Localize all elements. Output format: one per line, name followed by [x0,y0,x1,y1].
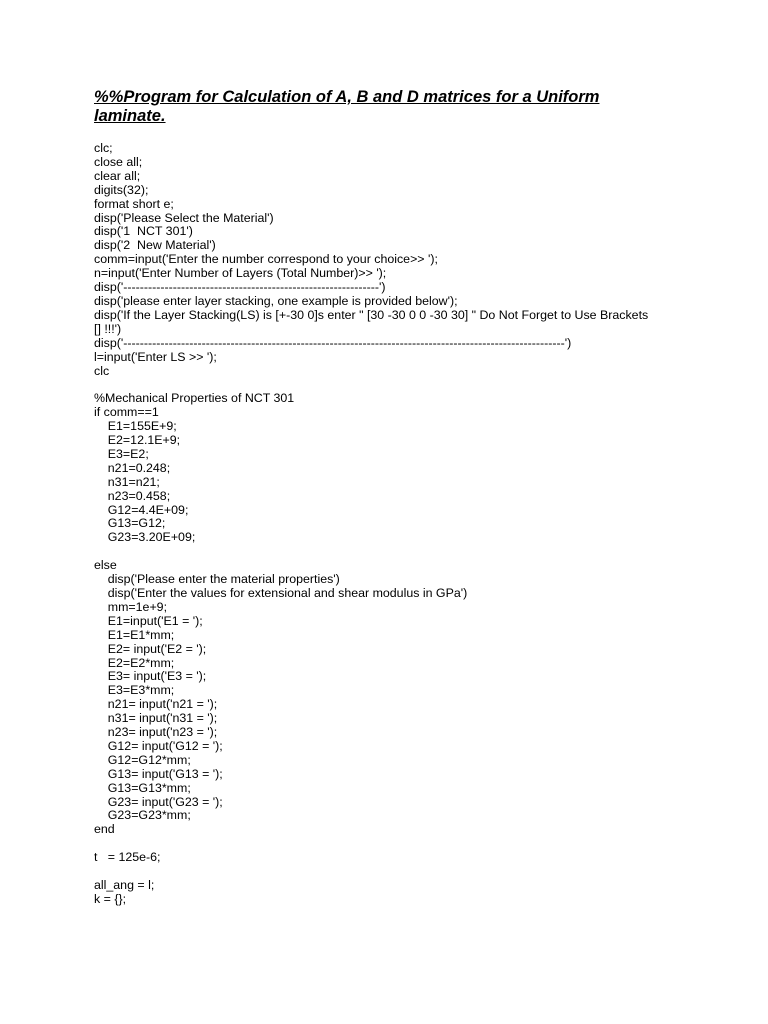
code-line: all_ang = l; [94,877,155,892]
code-line: clc; [94,141,113,155]
code-line: k = {}; [94,891,127,906]
code-line: E1=input('E1 = '); [94,613,203,628]
code-line: E1=155E+9; [94,419,177,434]
code-line: n21=0.248; [94,460,171,475]
code-line: else [94,558,117,573]
code-line: disp('1 NCT 301') [94,224,193,239]
code-line: digits(32); [94,182,149,197]
code-line: E3= input('E3 = '); [94,669,207,684]
code-line: G23=G23*mm; [94,808,191,823]
code-line: close all; [94,154,143,169]
code-line: disp('--------------------------------------------------------------') [94,280,386,295]
code-line: disp('-----------------------------------------------------------------------------------------------------------') [94,335,572,350]
code-line: n23= input('n23 = '); [94,725,218,740]
code-line [94,865,684,879]
title-line-2: laminate. [94,107,166,125]
code-line [94,837,684,851]
code-line: G13= input('G13 = '); [94,766,223,781]
code-line: disp('please enter layer stacking, one example is provided below'); [94,293,458,308]
code-listing [94,142,684,907]
code-line: disp('2 New Material') [94,238,216,253]
code-line: clc [94,363,110,378]
code-line: E3=E2; [94,446,149,461]
code-line: E1=E1*mm; [94,627,175,642]
code-line: clear all; [94,168,141,183]
code-line: disp('Please enter the material properties') [94,572,340,587]
code-line: n31= input('n31 = '); [94,711,218,726]
document-title [94,88,694,126]
code-line: G13=G12; [94,516,166,531]
code-line: G12=G12*mm; [94,752,191,767]
code-line: if comm==1 [94,405,159,420]
code-line: [] !!!') [94,321,122,336]
code-line: format short e; [94,196,174,211]
code-line: disp('If the Layer Stacking(LS) is [+-30 0]s enter " [30 -30 0 0 -30 30] " Do Not Forget to Use Brackets [94,307,649,322]
code-line: n23=0.458; [94,488,171,503]
code-line: E3=E3*mm; [94,683,175,698]
code-line: G13=G13*mm; [94,780,191,795]
code-line: G23=3.20E+09; [94,530,196,545]
code-line: n21= input('n21 = '); [94,697,218,712]
code-line: n=input('Enter Number of Layers (Total Number)>> '); [94,266,387,281]
code-line: E2=E2*mm; [94,655,175,670]
code-line: G12= input('G12 = '); [94,738,223,753]
code-line: end [94,822,115,837]
code-line: E2=12.1E+9; [94,433,181,448]
code-line [94,545,684,559]
title-line-1: %%Program for Calculation of A, B and D matrices for a Uniform [94,88,600,106]
code-line: comm=input('Enter the number correspond to your choice>> '); [94,252,438,267]
code-line: l=input('Enter LS >> '); [94,349,217,364]
code-line: E2= input('E2 = '); [94,641,207,656]
code-line: disp('Enter the values for extensional and shear modulus in GPa') [94,585,468,600]
code-line: G12=4.4E+09; [94,502,189,517]
code-line [94,378,684,392]
code-line: G23= input('G23 = '); [94,794,223,809]
code-line: t = 125e-6; [94,850,161,865]
code-line: disp('Please Select the Material') [94,210,274,225]
code-line: %Mechanical Properties of NCT 301 [94,391,295,406]
code-line: n31=n21; [94,474,160,489]
code-line: mm=1e+9; [94,599,168,614]
